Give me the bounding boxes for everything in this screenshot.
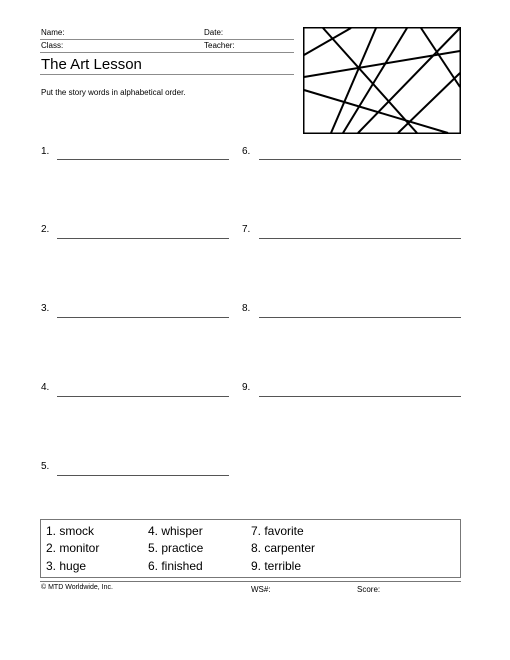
word-bank-item: 3. huge [46, 559, 87, 573]
answer-line-7[interactable] [259, 238, 461, 239]
word-bank-item: 7. favorite [251, 524, 304, 538]
teacher-label: Teacher: [204, 41, 235, 50]
line-art-image [303, 27, 461, 134]
footer-rule [40, 581, 461, 582]
date-label: Date: [204, 28, 224, 37]
answer-label-3: 3. [41, 303, 50, 314]
answer-line-3[interactable] [57, 317, 229, 318]
worksheet-title: The Art Lesson [41, 56, 142, 73]
name-date-underline [40, 39, 294, 40]
word-bank-item: 5. practice [148, 541, 204, 555]
answer-label-5: 5. [41, 461, 50, 472]
word-bank [40, 519, 461, 578]
word-bank-item: 6. finished [148, 559, 203, 573]
title-underline [40, 74, 294, 75]
answer-line-4[interactable] [57, 396, 229, 397]
answer-line-5[interactable] [57, 475, 229, 476]
answer-label-6: 6. [242, 146, 251, 157]
word-bank-item: 1. smock [46, 524, 95, 538]
answer-label-9: 9. [242, 382, 251, 393]
score-label: Score: [357, 585, 381, 594]
answer-label-2: 2. [41, 224, 50, 235]
answer-line-1[interactable] [57, 159, 229, 160]
answer-line-2[interactable] [57, 238, 229, 239]
class-teacher-underline [40, 52, 294, 53]
word-bank-item: 2. monitor [46, 541, 100, 555]
answer-label-4: 4. [41, 382, 50, 393]
answer-label-8: 8. [242, 303, 251, 314]
ws-label: WS#: [251, 585, 271, 594]
instructions: Put the story words in alphabetical order. [41, 88, 186, 97]
word-bank-item: 9. terrible [251, 559, 302, 573]
name-label: Name: [41, 28, 65, 37]
word-bank-item: 4. whisper [148, 524, 203, 538]
answer-label-1: 1. [41, 146, 50, 157]
word-bank-item: 8. carpenter [251, 541, 316, 555]
answer-label-7: 7. [242, 224, 251, 235]
copyright-text: © MTD Worldwide, Inc. [41, 584, 113, 591]
answer-line-9[interactable] [259, 396, 461, 397]
answer-line-6[interactable] [259, 159, 461, 160]
class-label: Class: [41, 41, 64, 50]
answer-line-8[interactable] [259, 317, 461, 318]
